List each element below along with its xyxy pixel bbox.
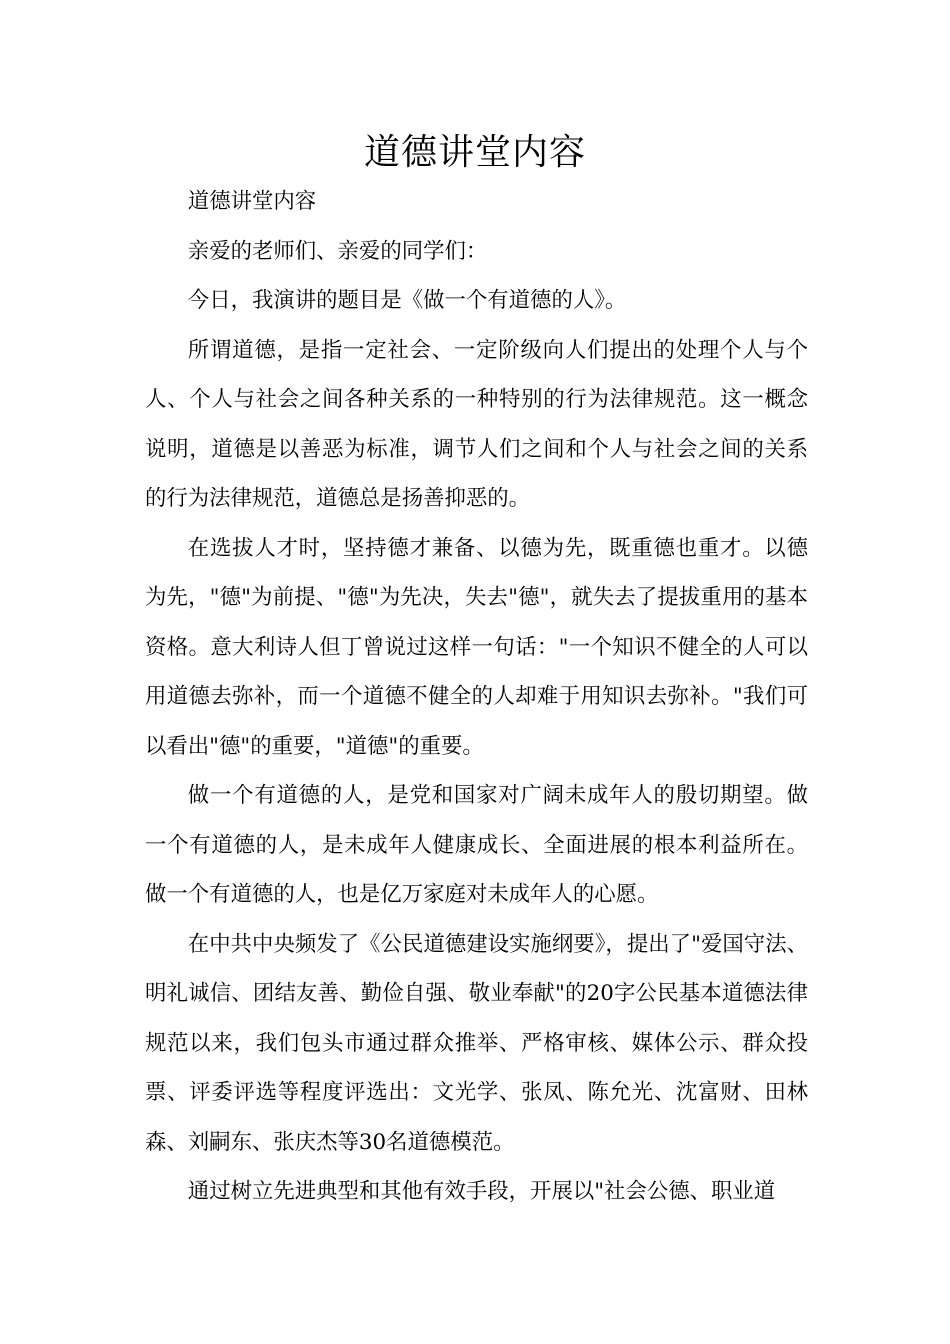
- document-body: [145, 177, 808, 1217]
- paragraph-topic: 今日，我演讲的题目是《做一个有道德的人》。: [187, 288, 627, 313]
- paragraph-expectation: 做一个有道德的人，是党和国家对广阔未成年人的殷切期望。做一个有道德的人，是未成年人健康成长、全面进展的根本利益所在。做一个有道德的人，也是亿万家庭对未成年人的心愿。: [145, 783, 808, 907]
- paragraph-talent-selection: 在选拔人才时，坚持德才兼备、以德为先，既重德也重才。以德为先，"德"为前提、"德"为先决，失去"德"，就失去了提拔重用的基本资格。意大利诗人但丁曾说过这样一句话："一个知识不健全的人可以用道德去弥补，而一个道德不健全的人却难于用知识去弥补。"我们可以看出"德"的重要，"道德"的重要。: [145, 535, 808, 759]
- paragraph-greeting: 亲爱的老师们、亲爱的同学们：: [187, 238, 488, 264]
- paragraph-role-models: 在中共中央频发了《公民道德建设实施纲要》，提出了"爱国守法、明礼诚信、团结友善、勤俭自强、敬业奉献"的20字公民基本道德法律规范以来，我们包头市通过群众推举、严格审核、媒体公示、群众投票、评委评选等程度评选出：文光学、张凤、陈允光、沈富财、田林森、刘嗣东、张庆杰等30名道德模范。: [145, 931, 808, 1155]
- paragraph-definition: 所谓道德，是指一定社会、一定阶级向人们提出的处理个人与个人、个人与社会之间各种关系的一种特别的行为法律规范。这一概念说明，道德是以善恶为标准，调节人们之间和个人与社会之间的关系的行为法律规范，道德总是扬善抑恶的。: [145, 337, 808, 511]
- paragraph-continuation: 通过树立先进典型和其他有效手段，开展以"社会公德、职业道: [187, 1179, 776, 1204]
- paragraph-subtitle: 道德讲堂内容: [187, 189, 317, 214]
- document-title: 道德讲堂内容: [363, 132, 586, 173]
